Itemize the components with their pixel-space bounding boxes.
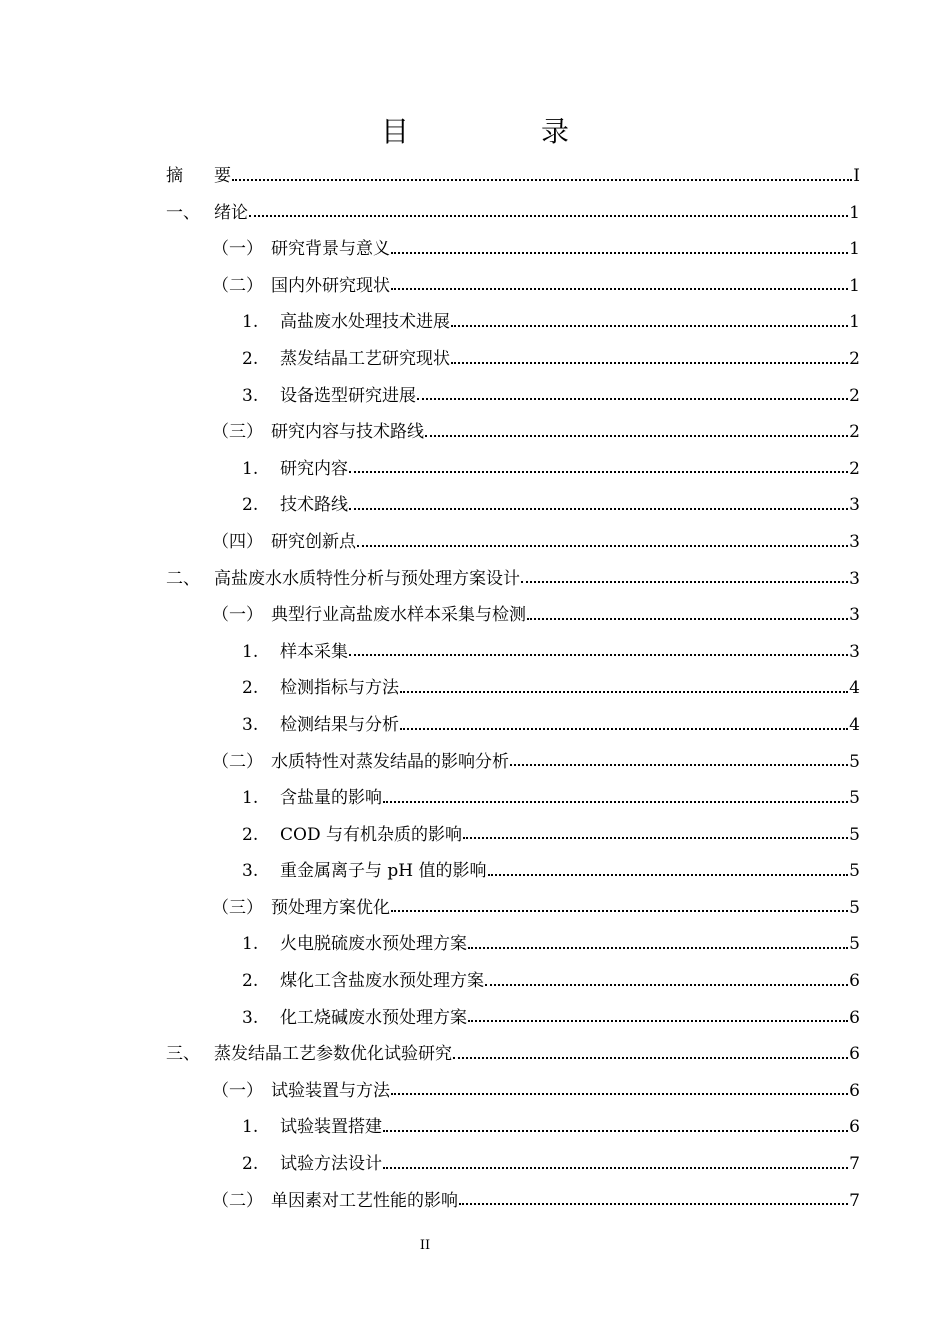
dot-leader [463, 837, 848, 839]
toc-entry-number: 1. [242, 458, 259, 479]
toc-entry[interactable] [166, 378, 860, 415]
dot-leader [468, 947, 848, 949]
toc-entry-page: 1 [849, 312, 860, 333]
toc-entry-title: 重金属离子与 pH 值的影响 [280, 861, 487, 882]
toc-entry[interactable] [166, 231, 860, 268]
toc-entry-page: 7 [849, 1154, 860, 1175]
toc-entry-page: 4 [849, 714, 860, 735]
toc-entry-number: 1. [242, 312, 259, 333]
toc-entry-title: 蒸发结晶工艺参数优化试验研究 [214, 1044, 452, 1065]
toc-entry-number: （二） [212, 275, 263, 296]
toc-entry-number: 1. [242, 1117, 259, 1138]
toc-entry-page: 2 [849, 348, 860, 369]
toc-entry-number: 3. [242, 714, 259, 735]
toc-entry-title: 试验装置搭建 [280, 1117, 382, 1138]
toc-entry-number: 3. [242, 385, 259, 406]
toc-entry-title: 典型行业高盐废水样本采集与检测 [271, 605, 526, 626]
toc-entry[interactable] [166, 158, 860, 195]
toc-entry[interactable] [166, 963, 860, 1000]
page-title: 目 录 [380, 115, 621, 148]
toc-entry-page: 5 [849, 824, 860, 845]
toc-entry-title: 蒸发结晶工艺研究现状 [280, 348, 450, 369]
dot-leader [400, 728, 848, 730]
dot-leader [383, 801, 848, 803]
toc-entry-title: 国内外研究现状 [271, 275, 390, 296]
dot-leader [417, 398, 848, 400]
toc-entry-page: 7 [849, 1190, 860, 1211]
toc-entry-page: 2 [849, 385, 860, 406]
toc-entry-page: 3 [849, 531, 860, 552]
dot-leader [391, 1093, 848, 1095]
toc-entry[interactable] [166, 451, 860, 488]
toc-entry-title: 研究创新点 [271, 531, 356, 552]
toc-entry-title: 试验方法设计 [280, 1154, 382, 1175]
toc-entry-number: 三、 [166, 1044, 200, 1065]
dot-leader [383, 1167, 848, 1169]
toc-entry-page: 3 [849, 495, 860, 516]
dot-leader [391, 910, 848, 912]
toc-entry-page: 2 [849, 458, 860, 479]
toc-entry[interactable] [166, 744, 860, 781]
dot-leader [453, 1057, 848, 1059]
dot-leader [249, 215, 848, 217]
toc-entry-page: 1 [849, 202, 860, 223]
toc-entry[interactable] [166, 890, 860, 927]
toc-entry-title: 高盐废水水质特性分析与预处理方案设计 [214, 568, 520, 589]
toc-entry-title: 绪论 [214, 202, 248, 223]
toc-entry-page: 2 [849, 422, 860, 443]
toc-entry-title: 化工烧碱废水预处理方案 [280, 1007, 467, 1028]
dot-leader [349, 654, 848, 656]
toc-entry-title: 技术路线 [280, 495, 348, 516]
dot-leader [459, 1203, 848, 1205]
toc-entry-number: （三） [212, 422, 263, 443]
dot-leader [488, 874, 849, 876]
toc-entry-title: 高盐废水处理技术进展 [280, 312, 450, 333]
toc-entry-number: （四） [212, 531, 263, 552]
toc-entry-title: 样本采集 [280, 641, 348, 662]
toc-entry-number: 2. [242, 971, 259, 992]
toc-entry-title: 试验装置与方法 [271, 1080, 390, 1101]
dot-leader [527, 618, 848, 620]
toc-entry-page: 5 [849, 897, 860, 918]
toc-entry-number: 1. [242, 641, 259, 662]
toc-entry-number: 一、 [166, 202, 200, 223]
toc-entry-title: 检测指标与方法 [280, 678, 399, 699]
dot-leader [349, 508, 848, 510]
toc-entry[interactable] [166, 1146, 860, 1183]
toc-entry-number: 1. [242, 788, 259, 809]
toc-entry-number: （二） [212, 751, 263, 772]
toc-entry-page: 6 [849, 1007, 860, 1028]
toc-entry[interactable] [166, 268, 860, 305]
toc-entry-number: （一） [212, 239, 263, 260]
toc-entry-number: 二、 [166, 568, 200, 589]
page-number: II [419, 1238, 431, 1253]
toc-entry[interactable] [166, 561, 860, 598]
toc-entry-page: 3 [849, 605, 860, 626]
toc-entry[interactable] [166, 780, 860, 817]
toc-entry[interactable] [166, 634, 860, 671]
toc-entry[interactable] [166, 926, 860, 963]
toc-entry-title: 预处理方案优化 [271, 897, 390, 918]
toc-entry[interactable] [166, 341, 860, 378]
dot-leader [521, 581, 848, 583]
toc-entry-title: 含盐量的影响 [280, 788, 382, 809]
toc-entry-page: 1 [849, 239, 860, 260]
toc-entry[interactable] [166, 707, 860, 744]
toc-entry-page: 4 [849, 678, 860, 699]
dot-leader [391, 252, 848, 254]
dot-leader [451, 325, 848, 327]
toc-entry[interactable] [166, 1073, 860, 1110]
toc-entry[interactable] [166, 670, 860, 707]
toc-entry[interactable] [166, 1036, 860, 1073]
toc-entry-page: 5 [849, 751, 860, 772]
dot-leader [400, 691, 848, 693]
toc-entry-page: 6 [849, 971, 860, 992]
toc-entry-number: （一） [212, 605, 263, 626]
table-of-contents [166, 158, 860, 1219]
toc-entry-number: （二） [212, 1190, 263, 1211]
toc-entry-page: 5 [849, 861, 860, 882]
toc-entry[interactable] [166, 1183, 860, 1220]
toc-entry-page: I [853, 166, 860, 186]
toc-entry-page: 1 [849, 275, 860, 296]
toc-entry-number: 2. [242, 495, 259, 516]
toc-entry-number: 3. [242, 1007, 259, 1028]
toc-entry[interactable] [166, 304, 860, 341]
dot-leader [383, 1130, 848, 1132]
toc-entry-title: 水质特性对蒸发结晶的影响分析 [271, 751, 509, 772]
toc-entry-page: 6 [849, 1044, 860, 1065]
toc-entry-page: 6 [849, 1080, 860, 1101]
toc-entry[interactable] [166, 195, 860, 232]
toc-entry-title: 检测结果与分析 [280, 714, 399, 735]
toc-entry[interactable] [166, 1000, 860, 1037]
toc-entry-title: 火电脱硫废水预处理方案 [280, 934, 467, 955]
dot-leader [451, 362, 848, 364]
toc-entry-number: 1. [242, 934, 259, 955]
dot-leader [349, 471, 848, 473]
toc-entry-number: （一） [212, 1080, 263, 1101]
toc-entry[interactable] [166, 817, 860, 854]
toc-entry-title: COD 与有机杂质的影响 [280, 824, 462, 845]
toc-entry[interactable] [166, 853, 860, 890]
dot-leader [391, 288, 848, 290]
toc-entry-number: 2. [242, 678, 259, 699]
toc-entry-title: 要 [214, 166, 231, 186]
toc-entry[interactable] [166, 1109, 860, 1146]
toc-entry-page: 3 [849, 641, 860, 662]
toc-entry-number: 摘 [166, 166, 183, 186]
toc-entry-page: 5 [849, 788, 860, 809]
dot-leader [357, 545, 848, 547]
toc-entry[interactable] [166, 414, 860, 451]
toc-entry-page: 3 [849, 568, 860, 589]
dot-leader [468, 1020, 848, 1022]
dot-leader [232, 179, 852, 181]
toc-entry-title: 设备选型研究进展 [280, 385, 416, 406]
toc-entry-title: 单因素对工艺性能的影响 [271, 1190, 458, 1211]
toc-entry-page: 5 [849, 934, 860, 955]
toc-entry-number: 2. [242, 348, 259, 369]
toc-entry-title: 研究内容 [280, 458, 348, 479]
dot-leader [510, 764, 848, 766]
toc-entry-title: 研究背景与意义 [271, 239, 390, 260]
toc-entry-page: 6 [849, 1117, 860, 1138]
dot-leader [485, 984, 848, 986]
toc-entry-number: 3. [242, 861, 259, 882]
dot-leader [425, 435, 848, 437]
toc-entry-number: 2. [242, 824, 259, 845]
toc-entry[interactable] [166, 524, 860, 561]
toc-entry-title: 煤化工含盐废水预处理方案 [280, 971, 484, 992]
toc-entry[interactable] [166, 487, 860, 524]
toc-entry[interactable] [166, 597, 860, 634]
toc-entry-title: 研究内容与技术路线 [271, 422, 424, 443]
toc-entry-number: 2. [242, 1154, 259, 1175]
toc-entry-number: （三） [212, 897, 263, 918]
